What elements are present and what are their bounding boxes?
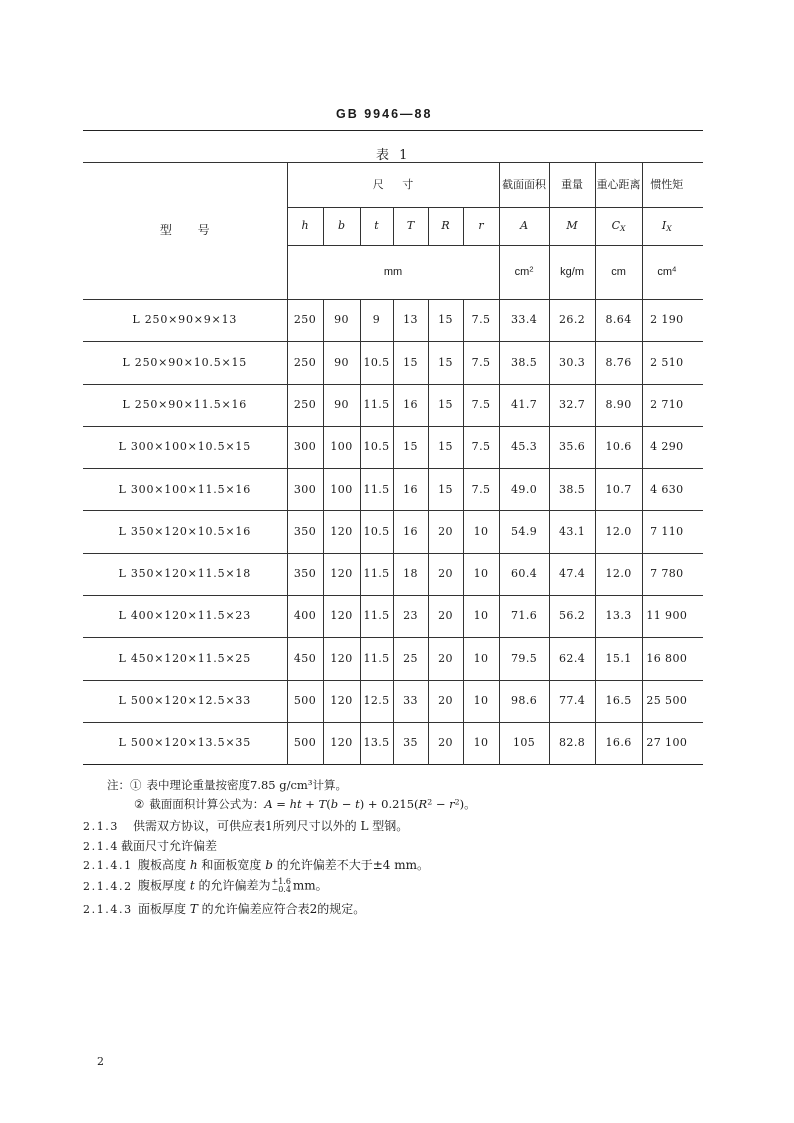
clause-number: 2.1.4.2: [83, 879, 133, 893]
symbol-web-thickness: t: [360, 208, 393, 246]
cell-weight: 47.4: [549, 553, 595, 595]
cell-web-thickness: 13.5: [360, 722, 393, 764]
cell-flange-width: 90: [323, 384, 360, 426]
cell-centroid-distance: 10.6: [595, 426, 642, 468]
formula-symbol: T: [318, 797, 327, 811]
cell-centroid-distance: 8.90: [595, 384, 642, 426]
col-header-area: 截面面积: [499, 163, 549, 208]
cell-moment-of-inertia: 25 500: [642, 680, 703, 722]
table-caption: 表 1: [376, 148, 411, 163]
unit-area-base: cm: [514, 266, 530, 279]
symbol-web-height: h: [287, 208, 323, 246]
note-1-text: 表中理论重量按密度7.85 g/cm³计算。: [146, 778, 347, 792]
col-header-moment-of-inertia: 惯性矩: [642, 163, 703, 208]
cell-model: L 500×120×12.5×33: [83, 680, 287, 722]
clause-symbol: h: [189, 858, 198, 872]
clause-text: 的允许偏差不大于±4 mm。: [272, 858, 429, 872]
unit-moment-of-inertia: [642, 246, 703, 300]
cell-area: 41.7: [499, 384, 549, 426]
cell-web-thickness: 11.5: [360, 469, 393, 511]
clause-2-1-4-2: [83, 878, 328, 894]
cell-weight: 77.4: [549, 680, 595, 722]
cell-model: L 400×120×11.5×23: [83, 596, 287, 638]
cell-fillet-radius: 20: [428, 511, 463, 553]
cell-toe-radius: 7.5: [463, 300, 499, 342]
table-row: [83, 680, 703, 722]
symbol-fillet-radius: R: [428, 208, 463, 246]
clause-symbol: T: [189, 902, 198, 916]
cell-toe-radius: 10: [463, 680, 499, 722]
table-row: [83, 384, 703, 426]
formula-text: =: [272, 797, 290, 811]
cell-web-height: 350: [287, 511, 323, 553]
col-header-model: 型 号: [83, 163, 287, 300]
cell-moment-of-inertia: 2 190: [642, 300, 703, 342]
cell-model: L 350×120×11.5×18: [83, 553, 287, 595]
symbol-ix-subscript: X: [666, 224, 672, 234]
cell-web-thickness: 11.5: [360, 384, 393, 426]
cell-centroid-distance: 12.0: [595, 511, 642, 553]
cell-flange-width: 90: [323, 300, 360, 342]
cell-web-thickness: 10.5: [360, 342, 393, 384]
clause-text: 的允许偏差应符合表2的规定。: [197, 902, 366, 916]
formula-text: )。: [459, 797, 476, 811]
cell-fillet-radius: 20: [428, 553, 463, 595]
clause-text: 的允许偏差为: [194, 878, 271, 893]
symbol-centroid-distance: [595, 208, 642, 246]
cell-weight: 43.1: [549, 511, 595, 553]
table-row: [83, 511, 703, 553]
cell-centroid-distance: 16.6: [595, 722, 642, 764]
unit-weight: kg/m: [549, 246, 595, 300]
symbol-ix-base: I: [661, 219, 667, 233]
symbol-toe-radius: r: [463, 208, 499, 246]
cell-web-height: 250: [287, 342, 323, 384]
cell-area: 60.4: [499, 553, 549, 595]
cell-model: L 300×100×11.5×16: [83, 469, 287, 511]
cell-fillet-radius: 20: [428, 680, 463, 722]
page-number: 2: [97, 1055, 104, 1068]
table-row: [83, 596, 703, 638]
header-row-titles: [83, 163, 703, 208]
clause-symbol: b: [265, 858, 273, 872]
cell-flange-width: 100: [323, 469, 360, 511]
tolerance-stack: [271, 878, 290, 894]
cell-web-height: 250: [287, 384, 323, 426]
table-row: [83, 638, 703, 680]
cell-fillet-radius: 15: [428, 300, 463, 342]
note-label: 注：: [107, 778, 130, 792]
formula-symbol: A: [264, 797, 273, 811]
formula-exponent: 2: [427, 797, 433, 807]
unit-inertia-exponent: 4: [672, 264, 677, 274]
table-row: [83, 342, 703, 384]
cell-flange-width: 120: [323, 722, 360, 764]
cell-model: L 450×120×11.5×25: [83, 638, 287, 680]
cell-model: L 250×90×11.5×16: [83, 384, 287, 426]
formula-text: +: [301, 797, 319, 811]
clause-text: 腹板厚度: [138, 878, 190, 893]
formula-text: −: [338, 797, 356, 811]
note-2-marker: ②: [134, 797, 145, 811]
cell-web-thickness: 9: [360, 300, 393, 342]
clause-symbol: t: [189, 878, 195, 893]
col-header-centroid-distance: 重心距离: [595, 163, 642, 208]
cell-moment-of-inertia: 7 110: [642, 511, 703, 553]
cell-fillet-radius: 15: [428, 426, 463, 468]
cell-area: 79.5: [499, 638, 549, 680]
cell-web-height: 350: [287, 553, 323, 595]
cell-toe-radius: 7.5: [463, 426, 499, 468]
cell-centroid-distance: 15.1: [595, 638, 642, 680]
cell-weight: 62.4: [549, 638, 595, 680]
formula-symbol: R: [418, 797, 428, 811]
clause-text: 面板厚度: [138, 902, 190, 916]
clause-text: 供需双方协议，可供应表1所列尺寸以外的 L 型钢。: [133, 819, 409, 833]
unit-dimensions: mm: [287, 246, 499, 300]
cell-centroid-distance: 12.0: [595, 553, 642, 595]
cell-weight: 35.6: [549, 426, 595, 468]
tolerance-lower: −0.4: [271, 885, 291, 894]
formula-symbol: r: [449, 797, 455, 811]
col-header-weight: 重量: [549, 163, 595, 208]
symbol-cx-subscript: X: [620, 224, 626, 234]
cell-weight: 82.8: [549, 722, 595, 764]
symbol-area: A: [499, 208, 549, 246]
cell-toe-radius: 10: [463, 511, 499, 553]
l-section-steel-table: [83, 162, 703, 765]
cell-area: 105: [499, 722, 549, 764]
cell-moment-of-inertia: 2 510: [642, 342, 703, 384]
cell-flange-width: 120: [323, 680, 360, 722]
cell-fillet-radius: 15: [428, 384, 463, 426]
cell-flange-thickness: 15: [393, 342, 428, 384]
cell-flange-thickness: 15: [393, 426, 428, 468]
cell-model: L 500×120×13.5×35: [83, 722, 287, 764]
table-row: [83, 300, 703, 342]
formula-exponent: 2: [454, 797, 460, 807]
cell-web-height: 400: [287, 596, 323, 638]
cell-toe-radius: 7.5: [463, 469, 499, 511]
cell-flange-thickness: 18: [393, 553, 428, 595]
cell-flange-thickness: 25: [393, 638, 428, 680]
cell-web-thickness: 10.5: [360, 511, 393, 553]
cell-centroid-distance: 16.5: [595, 680, 642, 722]
formula-symbol: b: [330, 797, 339, 811]
symbol-cx-base: C: [611, 219, 621, 233]
clause-2-1-4-1: [83, 858, 429, 873]
clause-number: 2.1.4: [83, 840, 119, 853]
unit-centroid-distance: cm: [595, 246, 642, 300]
cell-flange-thickness: 13: [393, 300, 428, 342]
cell-flange-width: 120: [323, 511, 360, 553]
cell-weight: 30.3: [549, 342, 595, 384]
table-row: [83, 553, 703, 595]
symbol-flange-width: b: [323, 208, 360, 246]
clause-2-1-3: [83, 819, 408, 834]
clause-2-1-4-3: [83, 902, 365, 917]
cell-web-height: 450: [287, 638, 323, 680]
cell-web-thickness: 10.5: [360, 426, 393, 468]
cell-area: 49.0: [499, 469, 549, 511]
cell-centroid-distance: 13.3: [595, 596, 642, 638]
cell-model: L 350×120×10.5×16: [83, 511, 287, 553]
cell-toe-radius: 7.5: [463, 342, 499, 384]
formula-symbol: t: [355, 797, 360, 811]
cell-web-thickness: 12.5: [360, 680, 393, 722]
note-1: [107, 778, 347, 793]
cell-flange-width: 100: [323, 426, 360, 468]
clause-number: 2.1.4.3: [83, 903, 133, 916]
cell-toe-radius: 10: [463, 638, 499, 680]
clause-number: 2.1.4.1: [83, 859, 133, 872]
note-2: [134, 797, 476, 812]
clause-text: 截面尺寸允许偏差: [121, 839, 218, 853]
cell-weight: 32.7: [549, 384, 595, 426]
cell-model: L 250×90×10.5×15: [83, 342, 287, 384]
unit-area-exponent: 2: [529, 264, 534, 274]
unit-inertia-base: cm: [657, 266, 673, 279]
cell-fillet-radius: 20: [428, 638, 463, 680]
cell-toe-radius: 10: [463, 553, 499, 595]
cell-area: 33.4: [499, 300, 549, 342]
cell-toe-radius: 10: [463, 596, 499, 638]
clause-number: 2.1.3: [83, 820, 119, 833]
cell-centroid-distance: 10.7: [595, 469, 642, 511]
formula-text: ) + 0.215(: [359, 797, 419, 811]
cell-area: 38.5: [499, 342, 549, 384]
cell-web-height: 500: [287, 680, 323, 722]
symbol-weight: M: [549, 208, 595, 246]
cell-flange-thickness: 16: [393, 384, 428, 426]
tolerance-upper: +1.6: [271, 877, 291, 886]
cell-moment-of-inertia: 16 800: [642, 638, 703, 680]
cell-toe-radius: 10: [463, 722, 499, 764]
cell-flange-thickness: 16: [393, 469, 428, 511]
clause-text: 腹板高度: [138, 858, 190, 872]
cell-flange-width: 120: [323, 596, 360, 638]
cell-weight: 26.2: [549, 300, 595, 342]
cell-weight: 38.5: [549, 469, 595, 511]
symbol-flange-thickness: T: [393, 208, 428, 246]
cell-moment-of-inertia: 2 710: [642, 384, 703, 426]
table-row: [83, 426, 703, 468]
formula-text: (: [326, 797, 331, 811]
cell-web-height: 300: [287, 469, 323, 511]
cell-moment-of-inertia: 27 100: [642, 722, 703, 764]
cell-web-height: 250: [287, 300, 323, 342]
cell-area: 45.3: [499, 426, 549, 468]
cell-fillet-radius: 20: [428, 596, 463, 638]
note-1-marker: ①: [130, 778, 142, 792]
cell-toe-radius: 7.5: [463, 384, 499, 426]
cell-web-height: 500: [287, 722, 323, 764]
cell-moment-of-inertia: 4 630: [642, 469, 703, 511]
table-body: [83, 300, 703, 765]
cell-web-height: 300: [287, 426, 323, 468]
note-2-text: 截面面积计算公式为：: [149, 797, 265, 811]
cell-area: 71.6: [499, 596, 549, 638]
header-rule: [83, 130, 703, 131]
cell-web-thickness: 11.5: [360, 596, 393, 638]
cell-moment-of-inertia: 11 900: [642, 596, 703, 638]
cell-flange-width: 120: [323, 638, 360, 680]
formula-text: −: [432, 797, 450, 811]
cell-centroid-distance: 8.76: [595, 342, 642, 384]
cell-flange-thickness: 16: [393, 511, 428, 553]
cell-centroid-distance: 8.64: [595, 300, 642, 342]
cell-fillet-radius: 15: [428, 342, 463, 384]
unit-area: [499, 246, 549, 300]
table-header: [83, 163, 703, 300]
cell-moment-of-inertia: 4 290: [642, 426, 703, 468]
cell-flange-thickness: 33: [393, 680, 428, 722]
cell-web-thickness: 11.5: [360, 553, 393, 595]
table-row: [83, 722, 703, 764]
cell-area: 98.6: [499, 680, 549, 722]
cell-weight: 56.2: [549, 596, 595, 638]
symbol-moment-of-inertia: [642, 208, 703, 246]
tolerance-unit: mm。: [292, 878, 328, 893]
formula-symbol: ht: [289, 797, 302, 811]
cell-model: L 250×90×9×13: [83, 300, 287, 342]
cell-fillet-radius: 20: [428, 722, 463, 764]
cell-flange-width: 120: [323, 553, 360, 595]
cell-flange-width: 90: [323, 342, 360, 384]
standard-code: GB 9946—88: [336, 107, 433, 121]
clause-text: 和面板宽度: [197, 858, 266, 872]
cell-area: 54.9: [499, 511, 549, 553]
cell-moment-of-inertia: 7 780: [642, 553, 703, 595]
cell-flange-thickness: 23: [393, 596, 428, 638]
cell-fillet-radius: 15: [428, 469, 463, 511]
area-formula: [264, 797, 475, 811]
cell-model: L 300×100×10.5×15: [83, 426, 287, 468]
table-row: [83, 469, 703, 511]
col-header-dimensions: 尺 寸: [287, 163, 499, 208]
clause-2-1-4: [83, 839, 217, 854]
cell-flange-thickness: 35: [393, 722, 428, 764]
cell-web-thickness: 11.5: [360, 638, 393, 680]
